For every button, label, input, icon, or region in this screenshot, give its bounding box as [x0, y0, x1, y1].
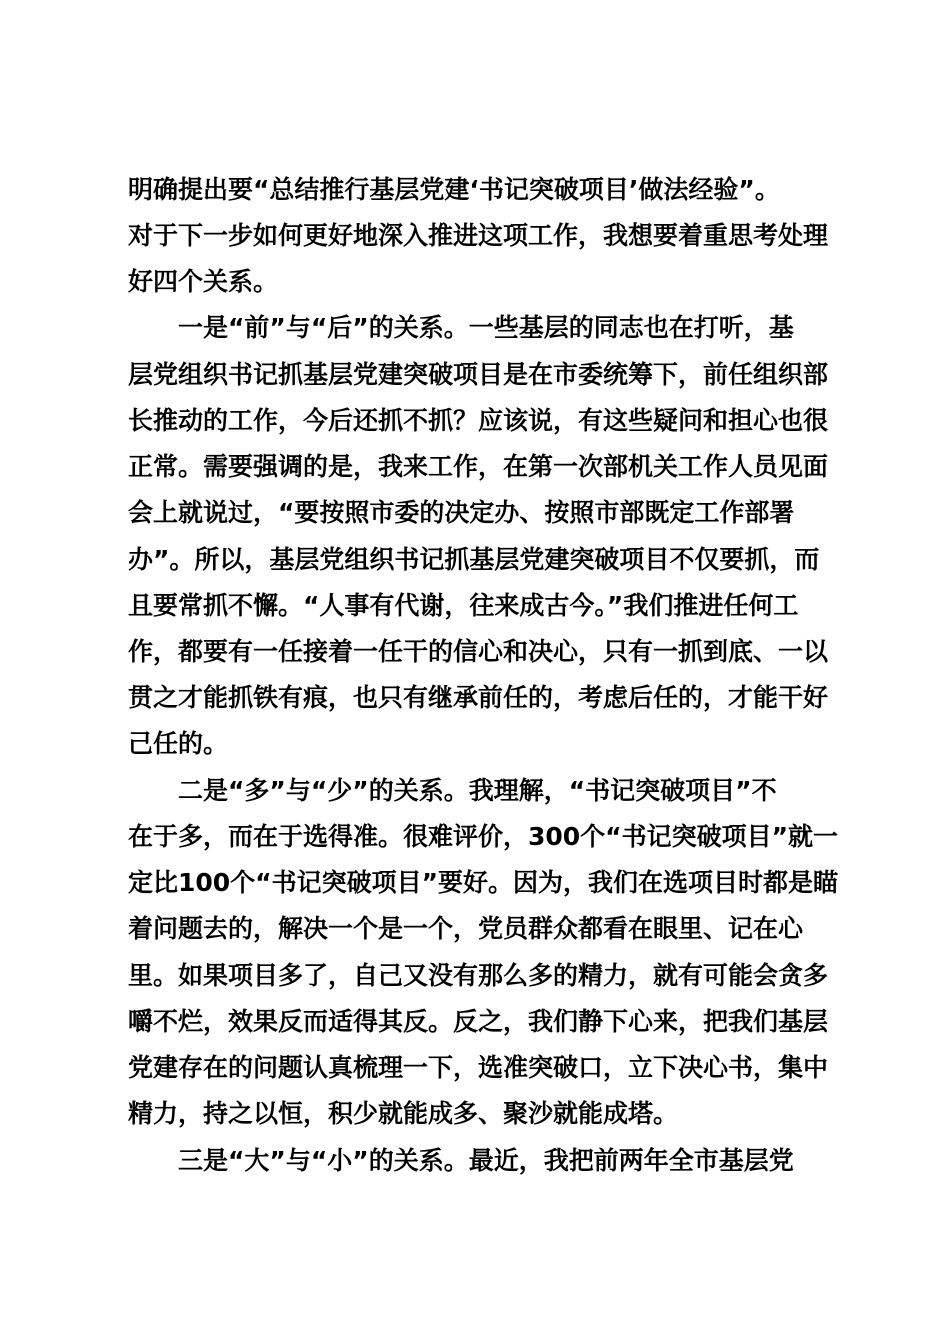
text-line: 且要常抓不懈。“人事有代谢，往来成古今。”我们推进任何工: [128, 591, 799, 620]
text-line: 作，都要有一任接着一任干的信心和决心，只有一抓到底、一以: [128, 637, 829, 666]
text-line: 嚼不烂，效果反而适得其反。反之，我们静下心来，把我们基层: [128, 1007, 829, 1036]
text-line: 对于下一步如何更好地深入推进这项工作，我想要着重思考处理: [128, 221, 829, 250]
text-line: 正常。需要强调的是，我来工作，在第一次部机关工作人员见面: [128, 452, 829, 481]
text-line: 定比100个“书记突破项目”要好。因为，我们在选项目时都是瞄: [128, 868, 839, 897]
text-line: 党建存在的问题认真梳理一下，选准突破口，立下决心书，集中: [128, 1053, 829, 1082]
text-line: 明确提出要“总结推行基层党建‘书记突破项目’做法经验”。: [128, 175, 780, 204]
paragraph-first-line: 三是“大”与“小”的关系。最近，我把前两年全市基层党: [178, 1146, 794, 1175]
text-line: 着问题去的，解决一个是一个，党员群众都看在眼里、记在心: [128, 914, 804, 943]
text-line: 好四个关系。: [128, 267, 279, 296]
text-line: 层党组织书记抓基层党建突破项目是在市委统筹下，前任组织部: [128, 360, 829, 389]
text-line: 长推动的工作，今后还抓不抓？应该说，有这些疑问和担心也很: [128, 406, 829, 435]
paragraph-first-line: 二是“多”与“少”的关系。我理解，“书记突破项目”不: [178, 776, 777, 805]
text-line: 里。如果项目多了，自己又没有那么多的精力，就有可能会贪多: [128, 961, 829, 990]
text-line: 己任的。: [128, 729, 229, 758]
text-line: 会上就说过，“要按照市委的决定办、按照市部既定工作部署: [128, 498, 795, 527]
text-line: 在于多，而在于选得准。很难评价，300个“书记突破项目”就一: [128, 822, 839, 851]
text-line: 精力，持之以恒，积少就能成多、聚沙就能成塔。: [128, 1099, 679, 1128]
paragraph-first-line: 一是“前”与“后”的关系。一些基层的同志也在打听，基: [178, 313, 794, 342]
text-line: 办”。所以，基层党组织书记抓基层党建突破项目不仅要抓，而: [128, 545, 820, 574]
text-line: 贯之才能抓铁有痕，也只有继承前任的，考虑后任的，才能干好: [128, 683, 829, 712]
